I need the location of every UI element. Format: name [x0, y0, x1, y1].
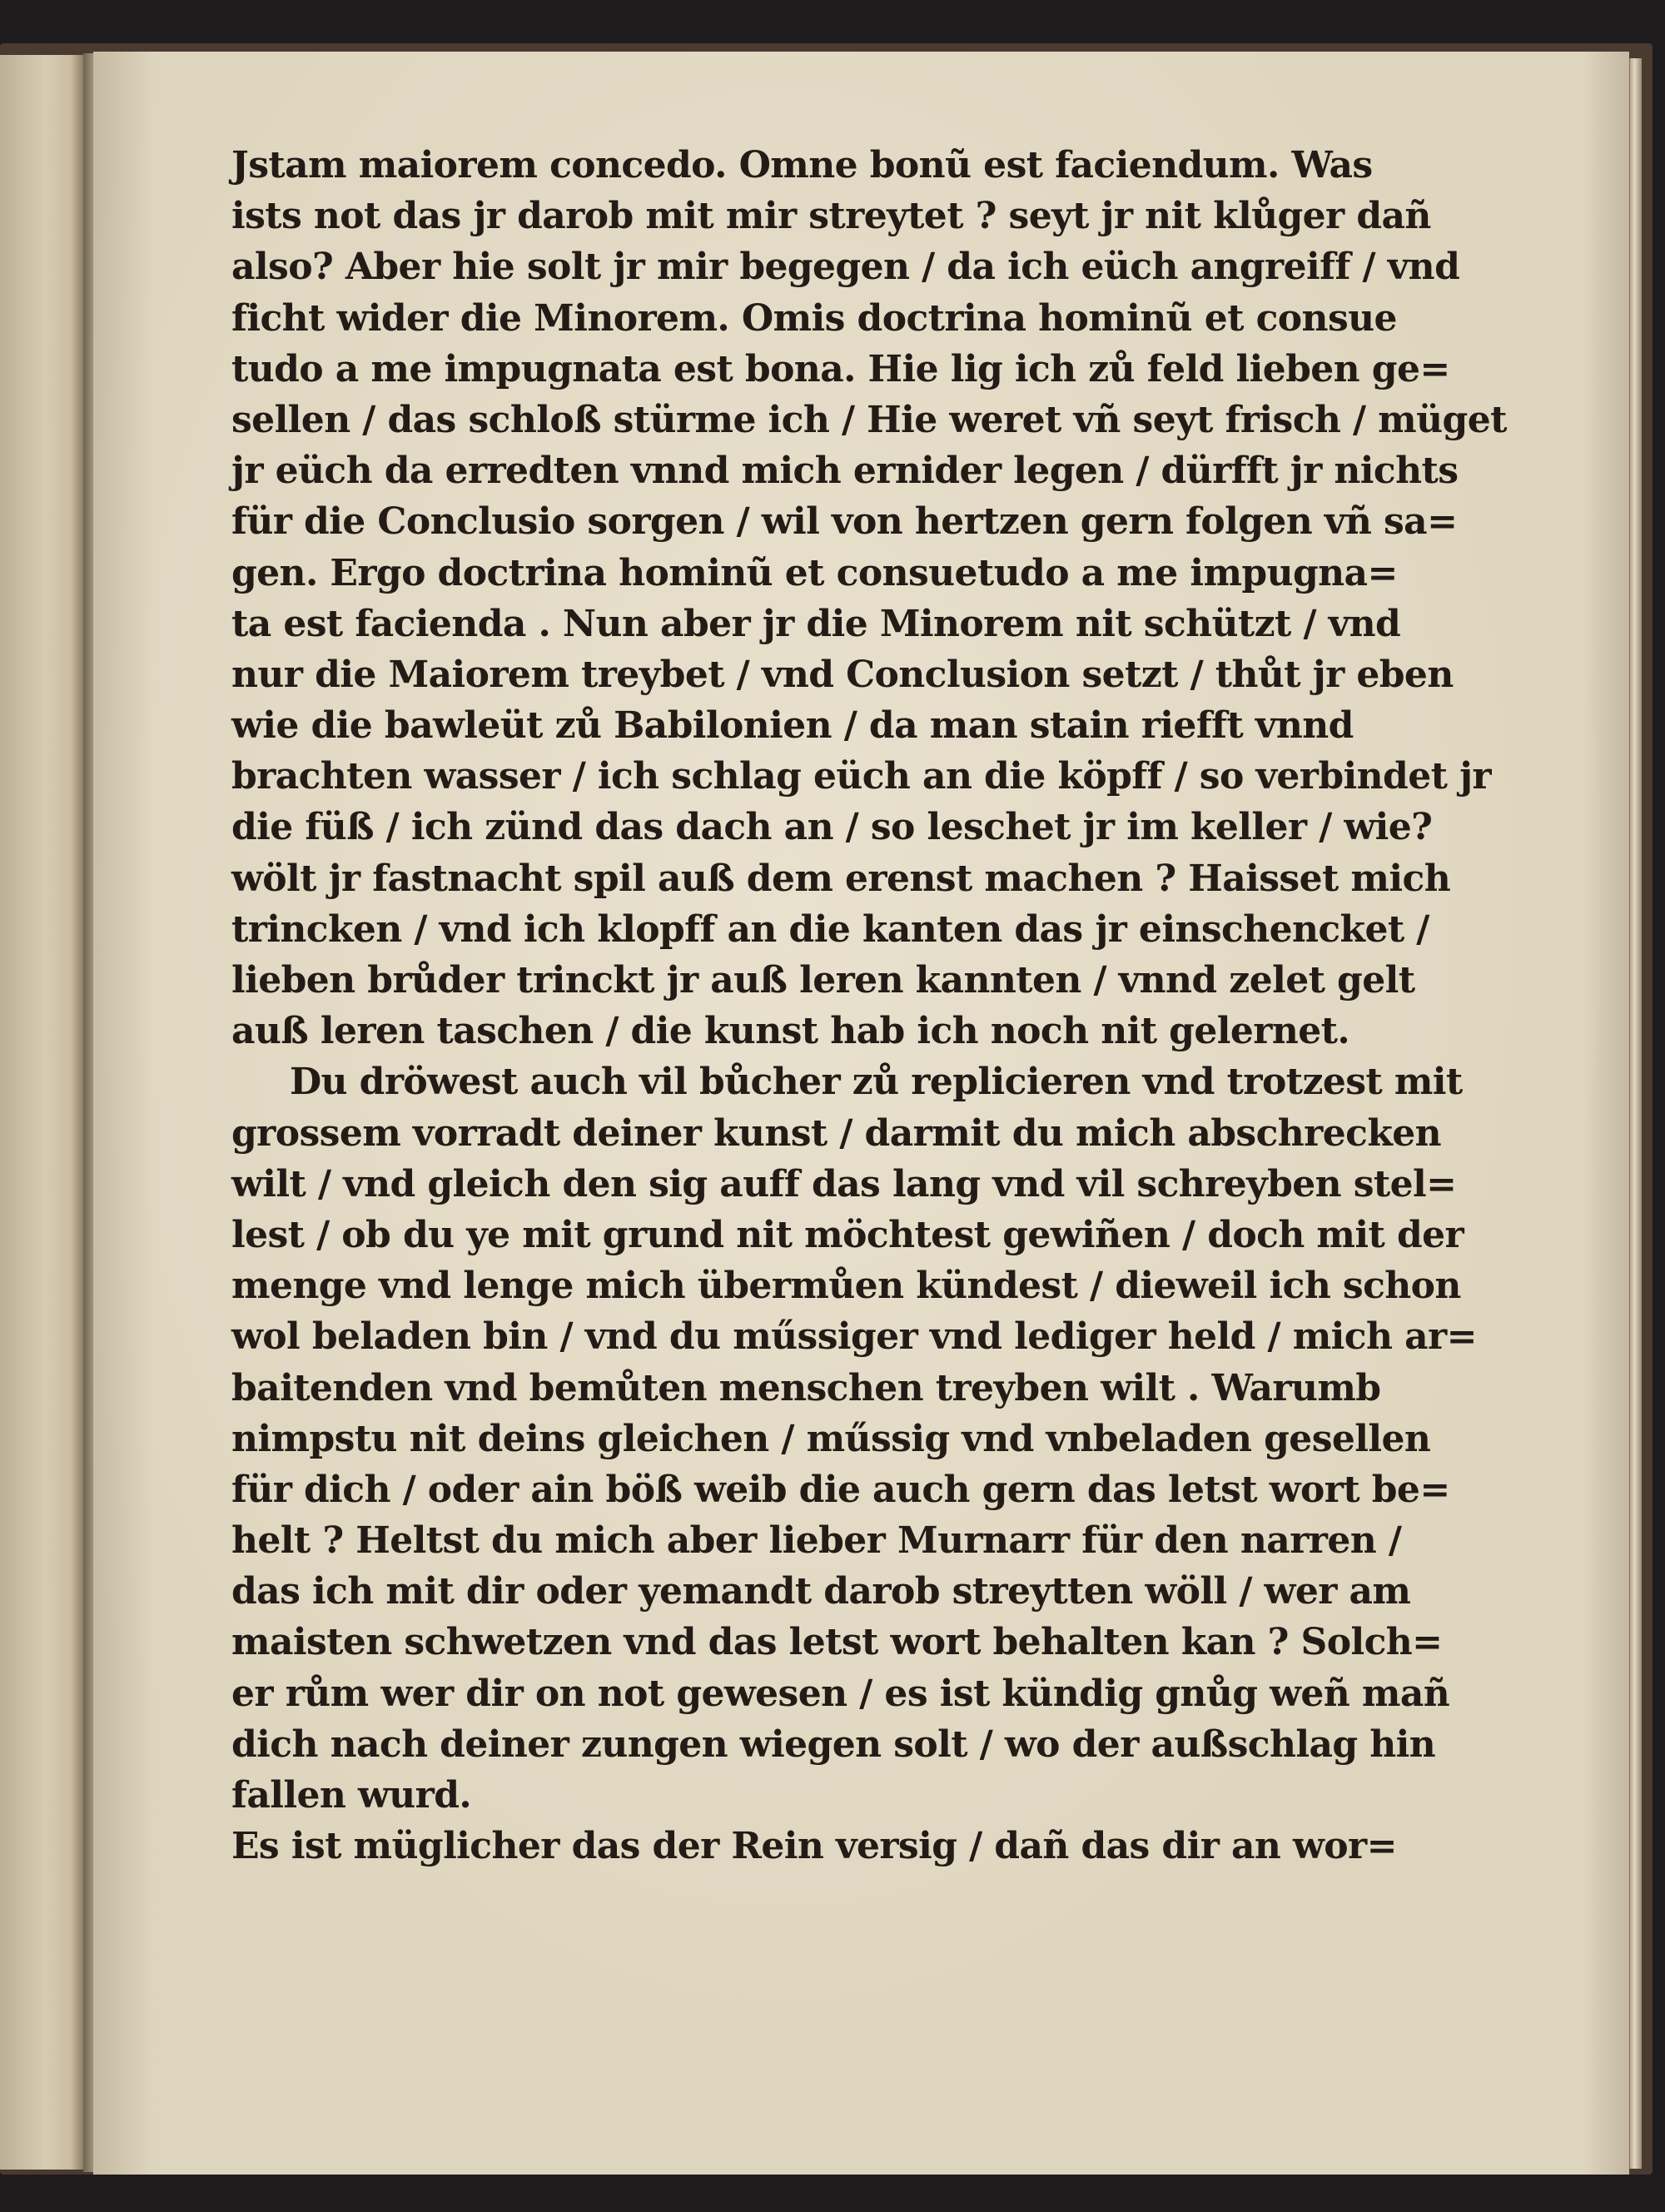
- text-line: nur die Maiorem treybet / vnd Conclusion setzt / thůt jr eben: [231, 653, 1454, 696]
- paragraph-start-line: Du dröwest auch vil bůcher zů replicieren vnd trotzest mit: [290, 1061, 1463, 1104]
- text-line: wölt jr fastnacht spil auß dem erenst machen ? Haisset mich: [231, 857, 1451, 900]
- text-line: er rům wer dir on not gewesen / es ist kündig gnůg weñ mañ: [231, 1672, 1450, 1715]
- text-line: auß leren taschen / die kunst hab ich noch nit gelernet.: [231, 1010, 1350, 1053]
- text-line: ta est facienda . Nun aber jr die Minorem nit schützt / vnd: [231, 602, 1401, 645]
- text-line: die füß / ich zünd das dach an / so leschet jr im keller / wie?: [231, 806, 1433, 849]
- text-line: baitenden vnd bemůten menschen treyben wilt . Warumb: [231, 1366, 1381, 1409]
- text-line: für die Conclusio sorgen / wil von hertzen gern folgen vñ sa=: [231, 500, 1458, 544]
- text-line: für dich / oder ain böß weib die auch gern das letst wort be=: [231, 1468, 1450, 1511]
- text-line: ficht wider die Minorem. Omis doctrina hominũ et consue: [231, 296, 1397, 340]
- paragraph-start-line: Es ist müglicher das der Rein versig / dañ das dir an wor=: [231, 1825, 1397, 1868]
- text-line: ists not das jr darob mit mir streytet ? seyt jr nit klůger dañ: [231, 195, 1431, 238]
- text-line: helt ? Heltst du mich aber lieber Murnarr für den narren /: [231, 1519, 1402, 1563]
- text-line: sellen / das schloß stürme ich / Hie weret vñ seyt frisch / müget: [231, 398, 1507, 441]
- text-line: maisten schwetzen vnd das letst wort behalten kan ? Solch=: [231, 1621, 1443, 1664]
- text-line: das ich mit dir oder yemandt darob streytten wöll / wer am: [231, 1570, 1411, 1613]
- text-line: also? Aber hie solt jr mir begegen / da ich eüch angreiff / vnd: [231, 246, 1460, 289]
- page-text: [231, 140, 1507, 1872]
- text-line: wie die bawleüt zů Babilonien / da man stain riefft vnnd: [231, 704, 1354, 748]
- text-line: trincken / vnd ich klopff an die kanten das jr einschencket /: [231, 907, 1429, 951]
- text-line: grossem vorradt deiner kunst / darmit du mich abschrecken: [231, 1111, 1442, 1155]
- text-line: Jstam maiorem concedo. Omne bonũ est faciendum. Was: [231, 144, 1373, 186]
- text-line: wilt / vnd gleich den sig auff das lang vnd vil schreyben stel=: [231, 1162, 1457, 1205]
- text-line: tudo a me impugnata est bona. Hie lig ich zů feld lieben ge=: [231, 347, 1450, 390]
- text-line: jr eüch da erredten vnnd mich ernider legen / dürfft jr nichts: [231, 450, 1459, 493]
- text-line: dich nach deiner zungen wiegen solt / wo der außschlag hin: [231, 1722, 1436, 1766]
- facing-page-edge: [0, 55, 85, 2170]
- text-line: nimpstu nit deins gleichen / műssig vnd vnbeladen gesellen: [231, 1417, 1431, 1460]
- text-line: wol beladen bin / vnd du műssiger vnd lediger held / mich ar=: [231, 1315, 1477, 1359]
- page-stack-edge: [1629, 58, 1642, 2169]
- text-line: gen. Ergo doctrina hominũ et consuetudo a me impugna=: [231, 551, 1398, 594]
- text-line: brachten wasser / ich schlag eüch an die köpff / so verbindet jr: [231, 755, 1491, 798]
- text-line: menge vnd lenge mich übermůen kündest / dieweil ich schon: [231, 1265, 1461, 1308]
- text-line: fallen wurd.: [231, 1774, 472, 1817]
- text-line: lieben brůder trinckt jr auß leren kannten / vnnd zelet gelt: [231, 959, 1415, 1002]
- text-line: lest / ob du ye mit grund nit möchtest gewiñen / doch mit der: [231, 1213, 1464, 1256]
